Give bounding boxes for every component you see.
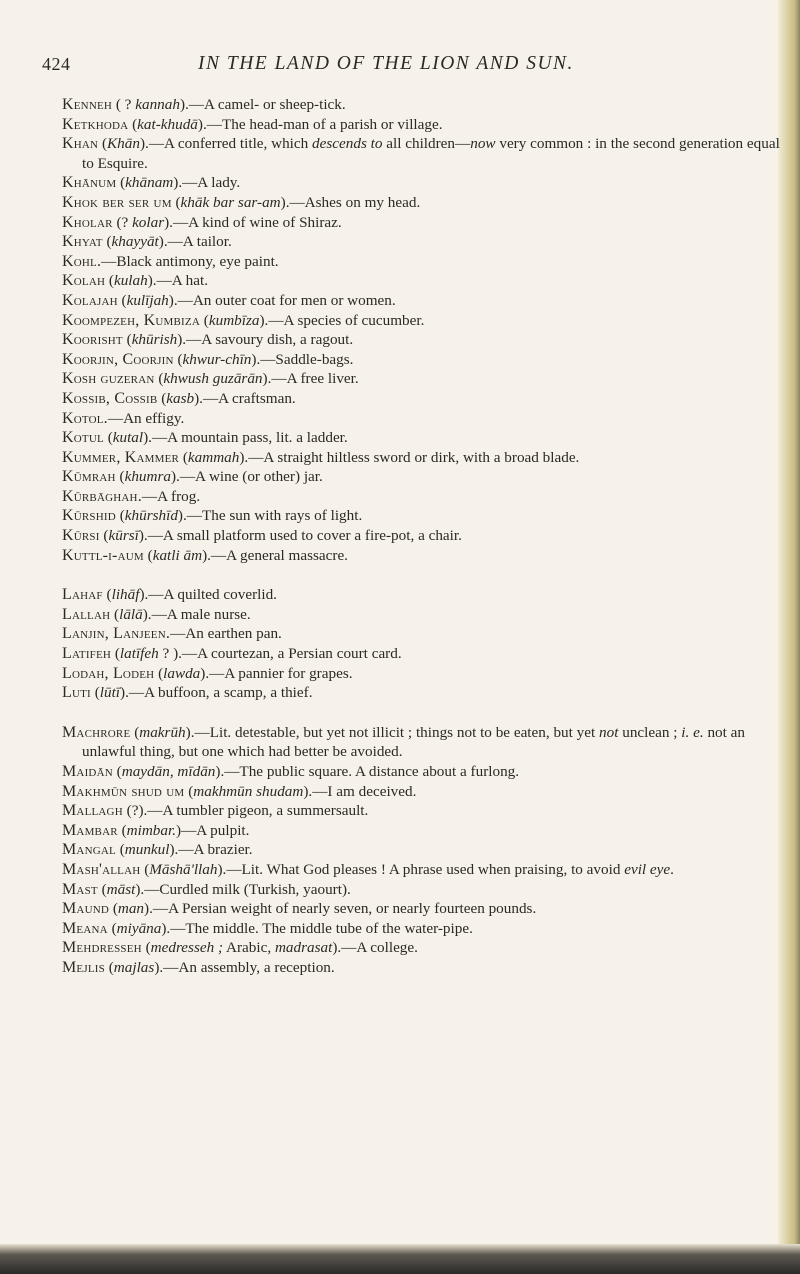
- entry-definition: ?).—A tumbler pigeon, a summersault.: [131, 802, 369, 820]
- entry-punct: (: [102, 233, 112, 251]
- glossary-entry: [62, 291, 790, 311]
- glossary-entry: [62, 664, 790, 684]
- entry-transliteration: kasb: [166, 389, 195, 407]
- entry-definition: ).—A free liver.: [262, 370, 359, 388]
- page-header: [0, 50, 800, 80]
- entry-definition: ).—Saddle-bags.: [251, 350, 354, 368]
- glossary-entry: [62, 467, 790, 487]
- glossary-entry: [62, 506, 790, 526]
- entry-punct: (: [111, 645, 120, 663]
- entry-punct: (: [130, 723, 140, 741]
- entry-headword: Mehdresseh: [62, 939, 142, 957]
- entry-headword: Khyat: [62, 233, 103, 251]
- entry-headword: Khan: [62, 135, 99, 153]
- entry-definition: ).—Ashes on my head.: [280, 193, 421, 211]
- glossary-entry: [62, 624, 790, 644]
- running-title: IN THE LAND OF THE LION AND SUN.: [198, 53, 574, 74]
- entry-transliteration: medresseh ;: [150, 939, 224, 957]
- glossary-entry: [62, 448, 790, 468]
- entry-definition: ).—A conferred title, which: [139, 135, 313, 153]
- entry-definition: unclean ;: [618, 723, 682, 741]
- entry-headword: Luti: [62, 684, 91, 702]
- entry-headword: Kolajah: [62, 291, 118, 309]
- entry-punct: (: [98, 135, 108, 153]
- entry-punct: (: [102, 586, 112, 604]
- entry-italic: evil eye: [624, 860, 671, 878]
- entry-headword: Koorjin, Coorjin: [62, 350, 174, 368]
- entry-headword: Mast: [62, 880, 98, 898]
- entry-headword: Kholar: [62, 213, 113, 231]
- entry-italic: descends to: [312, 135, 383, 153]
- entry-punct: (: [115, 468, 125, 486]
- entry-headword: Makhmūn shud um: [62, 782, 185, 800]
- entry-transliteration: khwush guzārān: [163, 370, 263, 388]
- entry-definition: ).—Lit. detestable, but yet not illicit ; things not to be eaten, but yet: [185, 723, 600, 741]
- entry-headword: Kossib, Cossib: [62, 389, 158, 407]
- entry-headword: Kotol.: [62, 409, 108, 427]
- entry-punct: (?: [112, 213, 133, 231]
- entry-definition: ).—A straight hiltless sword or dirk, with a broad blade.: [239, 448, 580, 466]
- entry-italic: not: [599, 723, 619, 741]
- entry-transliteration: latīfeh: [119, 645, 159, 663]
- entry-italic: madrasat: [274, 939, 333, 957]
- entry-punct: (: [200, 311, 209, 329]
- entry-transliteration: maydān, mīdān: [121, 763, 216, 780]
- entry-headword: Mangal: [62, 841, 116, 859]
- glossary-entry: [62, 821, 790, 841]
- glossary-entry: [62, 487, 790, 507]
- entry-definition: ).—A pannier for grapes.: [200, 664, 353, 682]
- entry-headword: Khānum: [62, 174, 117, 192]
- entry-headword: Mejlis: [62, 958, 105, 976]
- entry-headword: Ketkhoda: [62, 115, 129, 133]
- entry-definition: ).—A general massacre.: [202, 546, 348, 564]
- glossary-entry: [62, 95, 790, 115]
- entry-definition: )—A pulpit.: [176, 821, 250, 839]
- entry-definition: ).—A savoury dish, a ragout.: [177, 331, 354, 349]
- entry-headword: Mambar: [62, 821, 118, 839]
- glossary-entry: [62, 958, 790, 978]
- entry-definition: ).—A lady.: [173, 174, 241, 192]
- entry-headword: Kolah: [62, 272, 106, 290]
- glossary-entry: [62, 899, 790, 919]
- entry-punct: (: [105, 272, 114, 290]
- entry-punct: (: [117, 291, 127, 309]
- entry-transliteration: kūrsī: [108, 527, 139, 545]
- entry-headword: Kohl.: [62, 252, 102, 270]
- glossary-entry: [62, 801, 790, 821]
- entry-transliteration: lawda: [163, 664, 201, 682]
- entry-definition: ).—A kind of wine of Shiraz.: [164, 213, 342, 231]
- entry-italic: now: [470, 135, 496, 153]
- entry-definition: ).—A college.: [332, 939, 418, 957]
- entry-headword: Kenneh: [62, 96, 113, 113]
- entry-definition: not an unlawful thing, but one which had better be avoided.: [82, 723, 745, 761]
- page-number: 424: [42, 54, 71, 74]
- entry-definition: ).—A wine (or other) jar.: [170, 468, 323, 486]
- entry-transliteration: kannah: [135, 96, 180, 113]
- entry-punct: (: [90, 684, 100, 702]
- entry-punct: (: [171, 193, 181, 211]
- entry-definition: ).—A craftsman.: [194, 389, 296, 407]
- entry-transliteration: kumbīza: [208, 311, 260, 329]
- section-gap: [62, 703, 790, 723]
- entry-transliteration: kat-khudā: [137, 115, 198, 133]
- glossary-entry: [62, 350, 790, 370]
- entry-punct: (: [122, 331, 132, 349]
- entry-headword: Mash'allah: [62, 860, 141, 878]
- entry-definition: ).—A hat.: [147, 272, 209, 290]
- entry-punct: (: [115, 507, 125, 525]
- glossary-entry: [62, 546, 790, 566]
- entry-transliteration: māst: [106, 880, 136, 898]
- entry-definition: ).—The sun with rays of light.: [177, 507, 363, 525]
- entry-transliteration: lūtī: [99, 684, 121, 702]
- entry-headword: Kūrsi: [62, 527, 100, 545]
- entry-transliteration: khumra: [124, 468, 171, 486]
- entry-transliteration: munkul: [124, 841, 170, 859]
- glossary-entry: [62, 919, 790, 939]
- entry-punct: (: [173, 350, 183, 368]
- entry-headword: Kūmrah: [62, 468, 116, 486]
- entry-punct: (: [116, 174, 126, 192]
- book-bottom-edge: [0, 1244, 800, 1274]
- entry-transliteration: kulah: [113, 272, 148, 290]
- entry-transliteration: khāk bar sar-am: [180, 193, 281, 211]
- entry-transliteration: makrūh: [139, 723, 186, 741]
- entry-headword: Meana: [62, 919, 108, 937]
- entry-punct: (: [107, 919, 117, 937]
- glossary-entry: [62, 252, 790, 272]
- entry-transliteration: kammah: [187, 448, 240, 466]
- entry-transliteration: Māshā'llah: [149, 860, 218, 878]
- entry-definition: —An earthen pan.: [170, 625, 282, 643]
- entry-definition: ? ).—A courtezan, a Persian court card.: [158, 645, 402, 663]
- entry-definition: ).—The middle. The middle tube of the water-pipe.: [161, 919, 473, 937]
- entry-punct: (: [109, 900, 118, 918]
- entry-definition: Arabic,: [223, 939, 275, 957]
- entry-definition: .: [670, 860, 674, 878]
- entry-headword: Kosh guzeran: [62, 370, 155, 388]
- entry-punct: (: [117, 821, 127, 839]
- glossary-entry: [62, 585, 790, 605]
- glossary-entry: [62, 880, 790, 900]
- entry-transliteration: miyāna: [116, 919, 162, 937]
- entry-punct: (: [143, 546, 153, 564]
- glossary-entry: [62, 840, 790, 860]
- glossary-entry: [62, 782, 790, 802]
- entry-headword: Maidān: [62, 763, 113, 780]
- entry-definition: ).—A camel- or sheep-tick.: [179, 96, 346, 113]
- entry-headword: Mallagh: [62, 802, 123, 820]
- glossary-entry: [62, 644, 790, 664]
- glossary-entry: [62, 723, 790, 762]
- entry-definition: ).—The public square. A distance about a furlong.: [215, 763, 520, 780]
- entry-transliteration: mimbar.: [126, 821, 177, 839]
- entry-definition: ).—A brazier.: [169, 841, 253, 859]
- entry-headword: Kotul: [62, 429, 104, 447]
- glossary-entry: [62, 683, 790, 703]
- glossary-entry: [62, 115, 790, 135]
- entry-headword: Kūrshid: [62, 507, 116, 525]
- entry-definition: —Black antimony, eye paint.: [101, 252, 279, 270]
- entry-headword: Maund: [62, 900, 110, 918]
- entry-headword: Lallah: [62, 605, 111, 623]
- entry-punct: (: [184, 782, 194, 800]
- glossary-entry: [62, 232, 790, 252]
- entry-punct: (: [112, 763, 122, 780]
- glossary-entry: [62, 173, 790, 193]
- entry-transliteration: majlas: [113, 958, 155, 976]
- glossary-entry: [62, 134, 790, 173]
- glossary-entry: [62, 330, 790, 350]
- glossary-entry: [62, 389, 790, 409]
- entry-punct: (: [122, 802, 132, 820]
- glossary-entry: [62, 860, 790, 880]
- entry-headword: Khok ber ser um: [62, 193, 172, 211]
- entry-punct: (: [154, 370, 164, 388]
- entry-punct: (: [128, 115, 138, 133]
- entry-definition: ).—An outer coat for men or women.: [168, 291, 396, 309]
- entry-transliteration: khūrish: [131, 331, 178, 349]
- entry-definition: ).—Lit. What God pleases ! A phrase used when praising, to avoid: [217, 860, 625, 878]
- glossary-entry: [62, 409, 790, 429]
- entry-transliteration: lālā: [119, 605, 143, 623]
- entry-headword: Koompezeh, Kumbiza: [62, 311, 200, 329]
- entry-punct: (: [103, 429, 113, 447]
- entry-headword: Lahaf: [62, 586, 103, 604]
- entry-punct: (: [115, 841, 125, 859]
- entry-transliteration: makhmūn shudam: [193, 782, 304, 800]
- entry-transliteration: man: [117, 900, 145, 918]
- entry-transliteration: kolar: [132, 213, 165, 231]
- entry-transliteration: Khān: [107, 135, 140, 153]
- entry-punct: (: [140, 860, 150, 878]
- entry-definition: ).—A mountain pass, lit. a ladder.: [143, 429, 348, 447]
- glossary-entry: [62, 213, 790, 233]
- entry-definition: ).—Curdled milk (Turkish, yaourt).: [135, 880, 351, 898]
- entry-definition: very common : in the second generation equal to Esquire.: [82, 135, 780, 172]
- entry-transliteration: kulījah: [126, 291, 169, 309]
- glossary-entry: [62, 762, 790, 782]
- entry-headword: Lodah, Lodeh: [62, 664, 155, 682]
- entry-transliteration: khānam: [125, 174, 174, 192]
- entry-definition: ).—I am deceived.: [303, 782, 417, 800]
- entry-definition: ).—A small platform used to cover a fire-pot, a chair.: [138, 527, 462, 545]
- entry-definition: ).—An assembly, a reception.: [154, 958, 335, 976]
- entry-headword: Kuttl-i-aum: [62, 546, 144, 564]
- section-gap: [62, 565, 790, 585]
- entry-definition: ).—A male nurse.: [142, 605, 251, 623]
- glossary-body: [62, 95, 790, 978]
- entry-definition: ).—A buffoon, a scamp, a thief.: [120, 684, 313, 702]
- entry-punct: (: [179, 448, 188, 466]
- glossary-entry: [62, 271, 790, 291]
- entry-punct: (: [154, 664, 164, 682]
- entry-definition: ).—A tailor.: [158, 233, 232, 251]
- entry-definition: ).—The head-man of a parish or village.: [197, 115, 443, 133]
- entry-definition: —An effigy.: [107, 409, 185, 427]
- entry-definition: ).—A quilted coverlid.: [139, 586, 277, 604]
- glossary-entry: [62, 193, 790, 213]
- glossary-entry: [62, 605, 790, 625]
- entry-headword: Machrore: [62, 723, 131, 741]
- glossary-entry: [62, 428, 790, 448]
- entry-punct: (: [99, 527, 109, 545]
- entry-headword: Koorisht: [62, 331, 123, 349]
- entry-headword: Lanjin, Lanjeen.: [62, 625, 171, 643]
- entry-punct: (: [110, 605, 120, 623]
- entry-transliteration: katli ām: [152, 546, 203, 564]
- glossary-entry: [62, 938, 790, 958]
- entry-punct: (: [97, 880, 107, 898]
- entry-transliteration: kutal: [112, 429, 144, 447]
- entry-definition: ).—A Persian weight of nearly seven, or nearly fourteen pounds.: [144, 900, 537, 918]
- glossary-entry: [62, 526, 790, 546]
- entry-headword: Kūrbāghah.: [62, 487, 142, 505]
- entry-definition: —A frog.: [141, 487, 201, 505]
- entry-punct: (: [141, 939, 151, 957]
- entry-transliteration: khwur-chīn: [182, 350, 252, 368]
- entry-punct: (: [157, 389, 167, 407]
- entry-transliteration: khayyāt: [111, 233, 159, 251]
- entry-headword: Latifeh: [62, 645, 112, 663]
- entry-transliteration: khūrshīd: [124, 507, 178, 525]
- entry-definition: all children—: [382, 135, 471, 153]
- entry-punct: (: [104, 958, 114, 976]
- entry-definition: ).—A species of cucumber.: [259, 311, 425, 329]
- entry-italic: i. e.: [681, 723, 704, 741]
- glossary-entry: [62, 311, 790, 331]
- entry-punct: ( ?: [112, 96, 136, 113]
- entry-transliteration: lihāf: [111, 586, 140, 604]
- glossary-entry: [62, 369, 790, 389]
- entry-headword: Kummer, Kammer: [62, 448, 180, 466]
